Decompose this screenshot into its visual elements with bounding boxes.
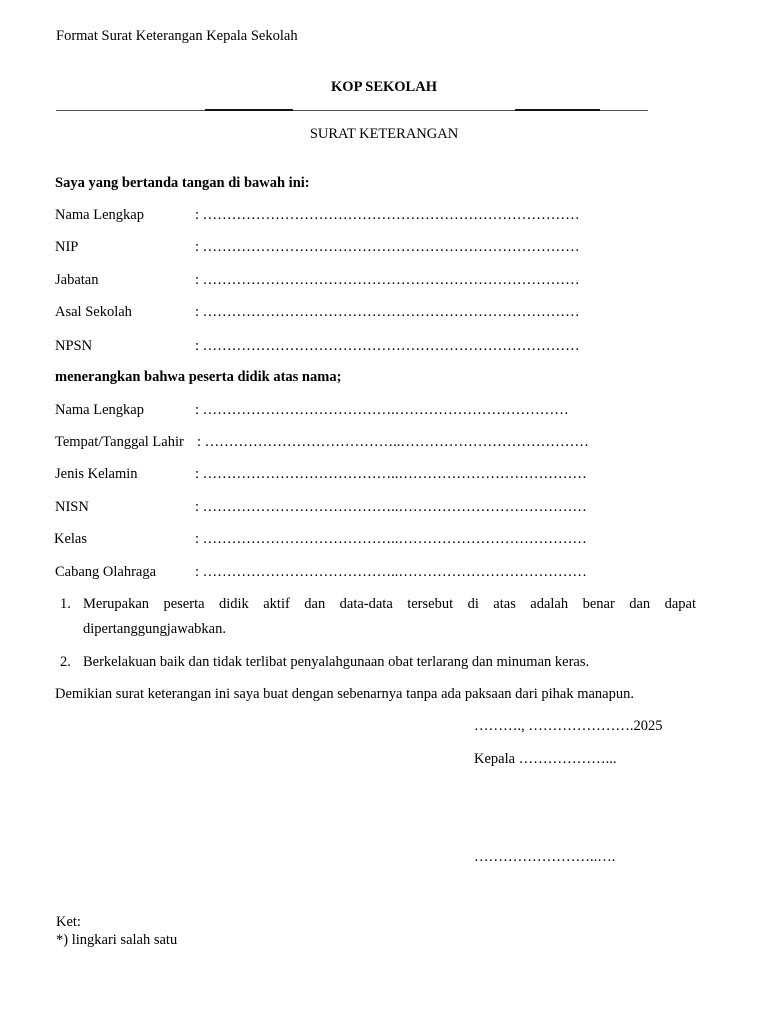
- document-title: SURAT KETERANGAN: [309, 126, 459, 142]
- place-date-line: ………., ………………….2025: [474, 718, 663, 734]
- ket-note: *) lingkari salah satu: [56, 932, 178, 948]
- field-label: Jenis Kelamin: [55, 466, 138, 482]
- field-label: NPSN: [55, 338, 93, 354]
- ket-label: Ket:: [56, 914, 81, 930]
- header-note: Format Surat Keterangan Kepala Sekolah: [56, 28, 298, 44]
- student-intro: menerangkan bahwa peserta didik atas nama;: [55, 369, 342, 385]
- field-value: : …………………………………..…………………………………: [197, 434, 589, 450]
- field-value: : ……………………………………………………………………: [195, 338, 580, 354]
- closing-statement: Demikian surat keterangan ini saya buat dengan sebenarnya tanpa ada paksaan dari pihak manapun.: [55, 686, 634, 702]
- field-value: : ……………………………………………………………………: [195, 272, 580, 288]
- kop-sekolah-title: KOP SEKOLAH: [331, 79, 437, 95]
- field-label: NIP: [55, 239, 79, 255]
- field-value: : …………………………………..…………………………………: [195, 466, 587, 482]
- field-label: Tempat/Tanggal Lahir: [55, 434, 184, 450]
- signer-intro: Saya yang bertanda tangan di bawah ini:: [55, 175, 310, 191]
- field-value: : …………………………………..…………………………………: [195, 499, 587, 515]
- field-label: Nama Lengkap: [55, 402, 144, 418]
- field-value: : ……………………………………………………………………: [195, 239, 580, 255]
- list-number: 1.: [60, 596, 71, 612]
- statement-text: Merupakan peserta didik aktif dan data-data tersebut di atas adalah benar dan dapat: [83, 596, 696, 612]
- kepala-line: Kepala ………………...: [474, 751, 617, 767]
- field-label: Jabatan: [55, 272, 99, 288]
- field-label: NISN: [55, 499, 89, 515]
- letterhead-rule-segment: [515, 109, 600, 111]
- field-label: Cabang Olahraga: [55, 564, 157, 580]
- field-value: : ………………………………….………………………………: [195, 402, 569, 418]
- field-value: : ……………………………………………………………………: [195, 207, 580, 223]
- field-value: : …………………………………..…………………………………: [195, 531, 587, 547]
- field-label: Asal Sekolah: [55, 304, 132, 320]
- field-label: Kelas: [54, 531, 88, 547]
- letterhead-rule-segment: [205, 109, 293, 111]
- signature-name-line: ……………………..….: [474, 849, 616, 865]
- list-number: 2.: [60, 654, 71, 670]
- field-value: : ……………………………………………………………………: [195, 304, 580, 320]
- statement-text: Berkelakuan baik dan tidak terlibat penyalahgunaan obat terlarang dan minuman keras.: [83, 654, 590, 670]
- field-label: Nama Lengkap: [55, 207, 144, 223]
- field-value: : …………………………………..…………………………………: [195, 564, 587, 580]
- statement-text-continued: dipertanggungjawabkan.: [83, 621, 226, 637]
